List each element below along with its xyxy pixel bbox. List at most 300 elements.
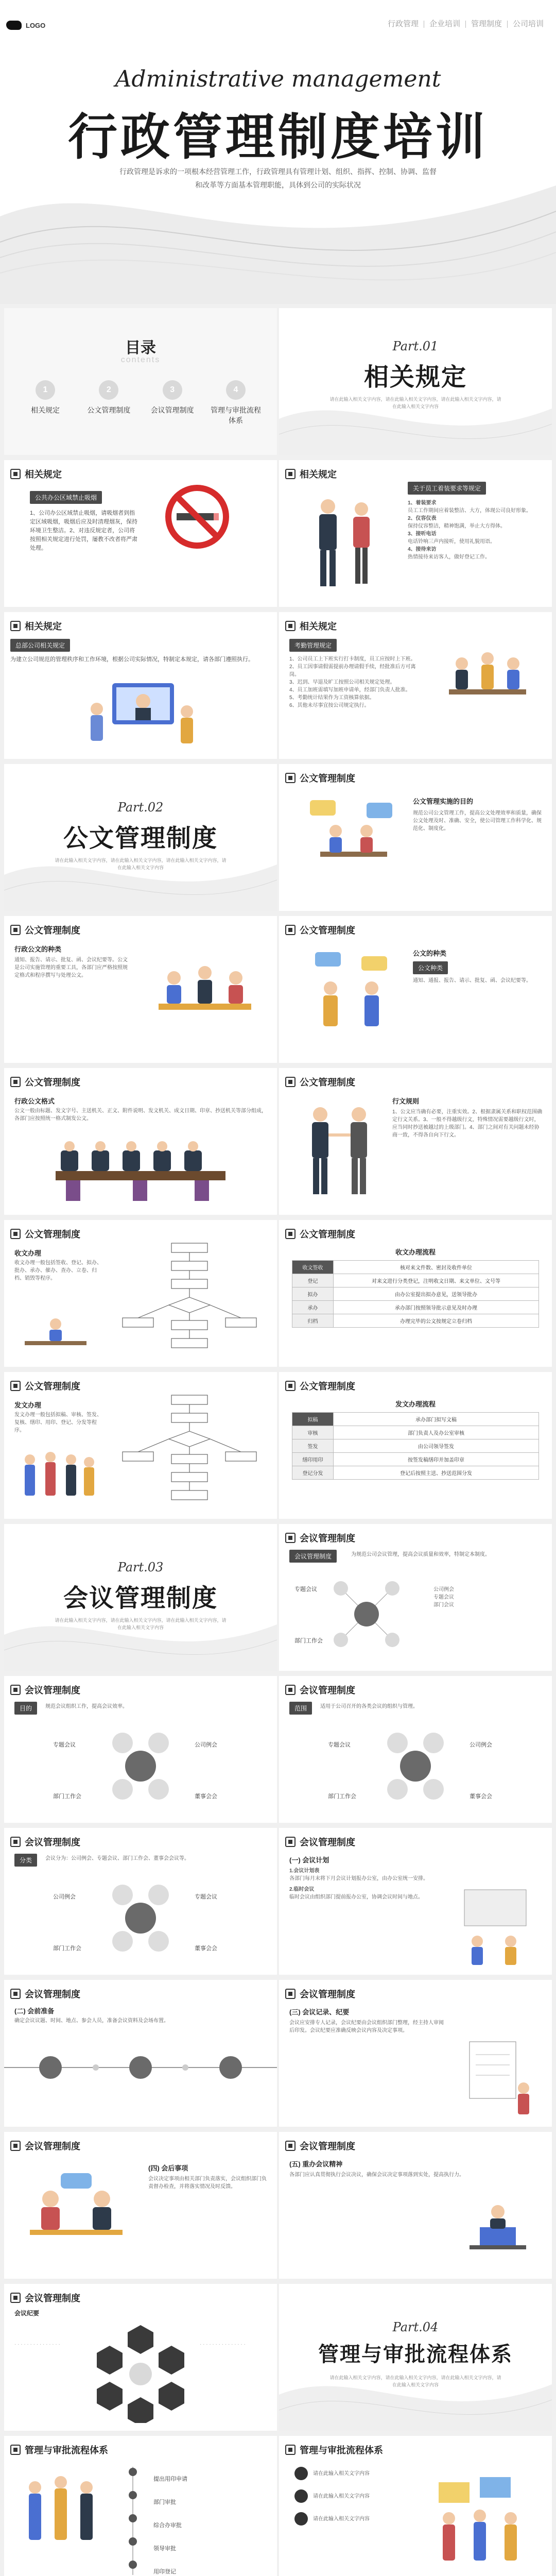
slide-meet-summary[interactable] <box>4 2284 277 2431</box>
table-key: 归档 <box>292 1314 334 1328</box>
office-work-illustration <box>300 795 403 888</box>
slide-title: 相关规定 <box>300 469 337 480</box>
content-text: 会议应安排专人记录，会议纪要由会议组织部门整理，经主持人审阅后印发。会议纪要应准确反映会议内容及决定事项。 <box>289 2020 444 2033</box>
rule-item: 保持仪容整洁，精神饱满，举止大方得体。 <box>408 523 506 529</box>
table-value: 承办部门拟写文稿 <box>334 1413 539 1426</box>
table-row <box>292 1301 539 1314</box>
content-item: 各部门每月末将下月会议计划报办公室，由办公室统一安排。 <box>289 1876 428 1882</box>
section-square-icon <box>285 1989 296 1999</box>
table-row <box>292 1439 539 1453</box>
handshake-illustration <box>294 1099 387 1202</box>
section-square-icon <box>10 621 21 631</box>
receive-process-table <box>292 1260 539 1328</box>
slide-title: 管理与审批流程体系 <box>25 2445 108 2455</box>
hub-label: 专题会议 <box>294 1586 317 1592</box>
slide-header <box>10 923 80 937</box>
slide-doc-format[interactable] <box>4 1068 277 1215</box>
teamwork-illustration <box>423 2472 542 2570</box>
segment-label: 专题会议 <box>195 1894 217 1900</box>
slide-rel-hq[interactable] <box>4 612 277 759</box>
content-item: 2.临时会议 <box>289 1887 315 1892</box>
slide-section-4[interactable] <box>279 2284 552 2431</box>
slide-header <box>10 1683 80 1697</box>
flow-item <box>294 2512 413 2526</box>
section-square-icon <box>10 1381 21 1391</box>
content-text: 1、公文应当确有必要，注重实效。2、根据隶属关系和职权范围确定行文关系。3、一般不得越级行文，特殊情况需要越级行文时，应当同时抄送被越过的上级部门。4、部门之间对有关问题未经协商一致，不得各自向下行文。 <box>392 1109 543 1138</box>
process-timeline <box>117 2462 148 2576</box>
business-people-illustration <box>305 491 387 594</box>
section-title: 相关规定 <box>363 364 467 391</box>
table-row <box>292 1413 539 1426</box>
section-title: 会议管理制度 <box>63 1585 218 1612</box>
slide-title: 公文管理制度 <box>300 925 355 936</box>
section-square-icon <box>10 2141 21 2151</box>
rule-list <box>408 499 536 561</box>
section-square-icon <box>10 1229 21 1239</box>
rule-tag: 公共办公区域禁止吸烟 <box>30 491 102 504</box>
content-heading: 行政公文的种类 <box>14 945 62 953</box>
slide-header <box>10 2139 80 2153</box>
rule-text: 为建立公司规范的管理秩序和工作环境，根据公司实际情况，特制定本规定，请各部门遵照执行。 <box>10 656 254 663</box>
slide-header <box>10 1075 80 1089</box>
item-text: 请在此输入相关文字内容 <box>313 2516 370 2522</box>
note-taking-illustration <box>454 2031 542 2119</box>
slide-header <box>285 1683 355 1697</box>
wave-decoration <box>279 2364 552 2431</box>
section-square-icon <box>285 2141 296 2151</box>
logo <box>6 21 45 30</box>
table-heading: 发文办理流程 <box>395 1400 436 1408</box>
section-square-icon <box>285 2445 296 2455</box>
section-part: Part.02 <box>117 800 164 815</box>
rule-item: 3、迟到、早退及旷工按照公司相关规定处理。 <box>289 680 395 685</box>
four-segment-diagram <box>94 1872 187 1964</box>
section-square-icon <box>285 773 296 783</box>
content-text: 确定会议议题、时间、地点、参会人员，准备会议资料及会场布置。 <box>14 2018 169 2024</box>
table-row <box>292 1426 539 1439</box>
slide-header <box>285 2139 355 2153</box>
toc-label: 管理与审批流程体系 <box>210 406 261 425</box>
toc-item[interactable] <box>147 380 198 426</box>
segment-label: 部门工作会 <box>53 1793 81 1800</box>
team-standing-illustration <box>14 2467 107 2575</box>
slide-title: 会议管理制度 <box>25 1989 80 1999</box>
flow-item <box>294 2467 413 2480</box>
slide-header <box>285 1987 355 2001</box>
segment-label: 部门工作会 <box>53 1945 81 1952</box>
table-key: 审核 <box>292 1426 334 1439</box>
segment-label: 专题会议 <box>328 1742 351 1748</box>
slide-meet-category[interactable] <box>4 1828 277 1975</box>
table-key: 拟办 <box>292 1287 334 1301</box>
rule-text: 1、公司办公区域禁止吸烟，请吸烟者到指定区域吸烟，吸烟后应及时清理烟灰，保持环境卫生整洁。2、对违反规定者，公司将按照相关规定进行处罚，屡教不改者将严肃处理。 <box>30 510 137 551</box>
slide-flow-list[interactable] <box>279 2436 552 2576</box>
table-key: 登记分发 <box>292 1466 334 1480</box>
timeline-diagram <box>4 2037 277 2098</box>
process-step: 领导审批 <box>153 2546 176 2552</box>
slide-title: 公文管理制度 <box>300 1077 355 1088</box>
slide-header <box>285 619 337 633</box>
section-square-icon <box>285 1685 296 1695</box>
slide-meet-prep[interactable] <box>4 1980 277 2127</box>
slide-title: 会议管理制度 <box>300 1989 355 1999</box>
content-text: 为规范公司会议管理，提高会议质量和效率，特制定本制度。 <box>351 1552 490 1557</box>
content-text: 规范公司公文管理工作，提高公文处理效率和质量，确保公文处理及时、准确、安全，使公司管理工作科学化、规范化、制度化。 <box>413 810 542 832</box>
slide-meet-overview[interactable] <box>279 1524 552 1671</box>
table-heading: 收文办理流程 <box>395 1248 436 1256</box>
toc-label: 公文管理制度 <box>87 406 131 414</box>
rule-list <box>289 655 423 709</box>
slide-doc-receive[interactable] <box>4 1220 277 1367</box>
nav-item[interactable]: 管理制度 <box>466 21 508 28</box>
section-square-icon <box>10 1837 21 1847</box>
hub-label: 部门工作会 <box>294 1638 323 1644</box>
section-desc: 请在此输入相关文字内容，请在此输入相关文字内容，请在此输入相关文字内容，请在此输入相关文字内容 <box>329 397 501 409</box>
four-segment-diagram <box>94 1720 187 1812</box>
table-value: 部门负责人及办公室审核 <box>334 1426 539 1439</box>
content-list <box>289 1867 444 1901</box>
wave-decoration <box>279 388 552 455</box>
meeting-hub-diagram <box>320 1570 413 1658</box>
four-segment-diagram <box>369 1720 462 1812</box>
nav-item[interactable]: 企业培训 <box>424 21 466 28</box>
slide-header <box>10 1379 80 1393</box>
toc-list <box>20 380 262 426</box>
meeting-type: 部门会议 <box>433 1602 454 1608</box>
cover-title: 行政管理制度培训 <box>68 110 488 165</box>
receive-flowchart <box>112 1241 267 1362</box>
table-row <box>292 1274 539 1287</box>
section-square-icon <box>10 2293 21 2303</box>
rule-item: 4、接待来访 <box>408 547 437 552</box>
meeting-type: 专题会议 <box>433 1595 454 1600</box>
slide-meet-plan[interactable] <box>279 1828 552 1975</box>
slide-title: 会议管理制度 <box>300 1837 355 1848</box>
content-heading: 行政公文格式 <box>14 1097 55 1105</box>
rule-item: 员工工作期间应着装整洁、大方，体现公司良好形象。 <box>408 508 531 514</box>
slide-section-3[interactable] <box>4 1524 277 1671</box>
slide-title: 会议管理制度 <box>25 1837 80 1848</box>
table-key: 承办 <box>292 1301 334 1314</box>
content-heading: (三) 会议记录、纪要 <box>289 2008 350 2016</box>
process-steps <box>153 2468 187 2576</box>
rule-item: 6、其他未尽事宜按公司规定执行。 <box>289 703 370 708</box>
slide-title: 公文管理制度 <box>25 925 80 936</box>
slide-header <box>10 467 62 481</box>
segment-label: 公司例会 <box>195 1742 217 1748</box>
placeholder-text: · · · · · · · · · · · · · · · <box>14 2342 60 2347</box>
section-square-icon <box>10 1077 21 1087</box>
slide-title: 公文管理制度 <box>25 1077 80 1088</box>
slide-title: 公文管理制度 <box>300 1381 355 1392</box>
content-text: 收文办理一般包括签收、登记、拟办、批办、承办、催办、查办、立卷、归档、销毁等程序。 <box>14 1260 102 1281</box>
section-part: Part.01 <box>392 339 439 353</box>
cover-subtitle: 行政管理是诉求的一项根本经营管理工作，行政管理具有管理计划、组织、指挥、控制、协调、监督和改革等方面基本管理职能，具体到公司的实际状况 <box>119 167 437 189</box>
section-square-icon <box>285 1533 296 1543</box>
section-part: Part.04 <box>392 2320 439 2334</box>
section-square-icon <box>285 1837 296 1847</box>
slide-title: 会议管理制度 <box>300 1533 355 1544</box>
conversation-illustration <box>20 2163 133 2266</box>
slide-doc-rules[interactable] <box>279 1068 552 1215</box>
slide-title: 会议管理制度 <box>25 1685 80 1696</box>
table-key: 缮印用印 <box>292 1453 334 1466</box>
rule-item: 5、考勤统计结果作为工资核算依据。 <box>289 695 375 701</box>
section-square-icon <box>285 621 296 631</box>
content-tag: 范围 <box>289 1702 312 1715</box>
slide-title: 会议管理制度 <box>25 2293 80 2303</box>
team-group-illustration <box>14 1449 102 1514</box>
send-flowchart <box>112 1393 267 1514</box>
content-text: 各部门应认真贯彻执行会议决议，确保会议决定事项落到实处，提高执行力。 <box>289 2172 464 2178</box>
content-text: 会议分为：公司例会、专题会议、部门工作会、董事会会议等。 <box>45 1856 189 1861</box>
table-row <box>292 1466 539 1480</box>
rule-item: 1、着装要求 <box>408 500 437 506</box>
toc-item[interactable] <box>20 380 71 426</box>
slide-doc-send-table[interactable] <box>279 1372 552 1519</box>
table-value: 核对来文件数、密封及收件单位 <box>334 1261 539 1274</box>
segment-label: 董事会会 <box>195 1945 217 1952</box>
content-tag: 分类 <box>14 1854 37 1867</box>
table-value: 对来文进行分类登记，注明收文日期、来文单位、文号等 <box>334 1274 539 1287</box>
meeting-type: 公司例会 <box>433 1587 454 1592</box>
rule-item: 1、公司员工上下班实行打卡制度，员工应按时上下班。 <box>289 656 416 662</box>
slide-doc-receive-table[interactable] <box>279 1220 552 1367</box>
content-heading: 公文的种类 <box>413 950 447 957</box>
slide-meet-minutes[interactable] <box>279 1980 552 2127</box>
slide-title: 公文管理制度 <box>300 1229 355 1240</box>
meeting-table-illustration <box>35 1140 246 1207</box>
table-value: 由公司领导签发 <box>334 1439 539 1453</box>
slide-doc-send[interactable] <box>4 1372 277 1519</box>
table-value: 按签发稿缮印并加盖印章 <box>334 1453 539 1466</box>
slide-meet-after[interactable] <box>4 2132 277 2279</box>
slide-header <box>285 1379 355 1393</box>
slide-meet-purpose[interactable] <box>4 1676 277 1823</box>
section-square-icon <box>285 469 296 479</box>
item-bullet-icon <box>294 2467 308 2480</box>
slide-header <box>285 1835 355 1849</box>
content-item: 1.会议计划表 <box>289 1868 320 1874</box>
rule-item: 3、接听电话 <box>408 531 437 537</box>
toc-number: 1 <box>36 380 55 400</box>
table-row <box>292 1314 539 1328</box>
table-value: 登记后按照主送、抄送范围分发 <box>334 1466 539 1480</box>
process-step: 部门审批 <box>153 2499 176 2505</box>
content-tag: 会议管理制度 <box>289 1550 337 1563</box>
laptop-worker-illustration <box>449 2199 542 2271</box>
content-tag: 公文种类 <box>413 961 448 974</box>
content-heading: 会议纪要 <box>14 2310 40 2317</box>
section-part: Part.03 <box>117 1560 164 1574</box>
toc-title: 目录 <box>125 340 156 357</box>
slide-section-2[interactable] <box>4 764 277 911</box>
slide-title: 公文管理制度 <box>300 773 355 784</box>
segment-label: 公司例会 <box>53 1894 76 1900</box>
slide-title: 相关规定 <box>25 469 62 480</box>
section-square-icon <box>285 1381 296 1391</box>
slide-doc-purpose[interactable] <box>279 764 552 911</box>
table-key: 收文签收 <box>292 1261 334 1274</box>
section-square-icon <box>10 2445 21 2455</box>
section-square-icon <box>10 1685 21 1695</box>
content-text: 通知、报告、请示、批复、函、会议纪要等。公文是公司实施管理的重要工具，各部门应严格按照规定格式和程序撰写与处理公文。 <box>14 957 128 978</box>
slide-flow-seal[interactable] <box>4 2436 277 2576</box>
content-heading: 发文办理 <box>14 1401 42 1409</box>
section-desc: 请在此输入相关文字内容，请在此输入相关文字内容，请在此输入相关文字内容，请在此输入相关文字内容 <box>55 858 227 870</box>
section-square-icon <box>10 469 21 479</box>
slide-header <box>10 1227 80 1241</box>
slide-header <box>285 2443 383 2456</box>
logo-mark-icon <box>6 21 22 30</box>
toc-item[interactable] <box>210 380 262 426</box>
no-smoking-icon <box>164 483 231 550</box>
toc-number: 2 <box>99 380 118 400</box>
section-square-icon <box>285 1229 296 1239</box>
slide-toc[interactable] <box>4 308 277 455</box>
rule-tag: 关于员工着装要求等规定 <box>408 482 486 495</box>
cover-slide <box>0 0 556 304</box>
slide-rel-dress[interactable] <box>279 460 552 607</box>
slide-header <box>10 619 62 633</box>
section-square-icon <box>285 925 296 935</box>
segment-label: 公司例会 <box>470 1742 492 1748</box>
slide-header <box>285 1531 355 1545</box>
logo-text: LOGO <box>26 21 46 29</box>
rule-item: 电话铃响三声内接听，使用礼貌用语。 <box>408 539 495 545</box>
section-title: 管理与审批流程体系 <box>318 2343 513 2366</box>
placeholder-text: · · · · · · · · · · · · · · · <box>200 2342 246 2347</box>
slide-rel-smoking[interactable] <box>4 460 277 607</box>
content-text: 规范会议组织工作，提高会议效率。 <box>45 1704 128 1709</box>
item-bullet-icon <box>294 2489 308 2503</box>
content-heading: 收文办理 <box>14 1249 42 1257</box>
toc-subtitle: contents <box>120 355 161 364</box>
toc-label: 会议管理制度 <box>150 406 194 414</box>
content-text: 通知、通报、报告、请示、批复、函、会议纪要等。 <box>413 978 531 984</box>
table-row <box>292 1453 539 1466</box>
flow-item <box>294 2489 413 2503</box>
slide-title: 管理与审批流程体系 <box>300 2445 383 2455</box>
section-desc: 请在此输入相关文字内容，请在此输入相关文字内容，请在此输入相关文字内容，请在此输入相关文字内容 <box>55 1618 227 1630</box>
item-text: 请在此输入相关文字内容 <box>313 2493 370 2499</box>
content-heading: (一) 会议计划 <box>289 1856 329 1864</box>
slide-header <box>10 1987 80 2001</box>
slide-doc-kinds[interactable] <box>279 916 552 1063</box>
content-text: 发文办理一般包括拟稿、审核、签发、复核、缮印、用印、登记、分发等程序。 <box>14 1412 102 1433</box>
desk-work-illustration <box>14 1313 97 1359</box>
slide-header <box>285 1227 355 1241</box>
team-discussion-illustration <box>433 643 542 725</box>
slide-section-1[interactable] <box>279 308 552 455</box>
segment-label: 部门工作会 <box>328 1793 356 1800</box>
slide-title: 会议管理制度 <box>25 2141 80 2151</box>
slide-header <box>285 1075 355 1089</box>
content-tag: 目的 <box>14 1702 37 1715</box>
chat-illustration <box>300 947 403 1040</box>
table-value: 承办部门按照领导批示意见及时办理 <box>334 1301 539 1314</box>
team-table-illustration <box>138 947 267 1040</box>
content-text: 公文一般由标题、发文字号、主送机关、正文、附件说明、发文机关、成文日期、印章、抄送机关等部分组成，各部门应按照统一格式制发公文。 <box>14 1108 267 1122</box>
segment-label: 专题会议 <box>53 1742 76 1748</box>
toc-number: 3 <box>163 380 182 400</box>
slide-meet-spirit[interactable] <box>279 2132 552 2279</box>
slide-doc-types[interactable] <box>4 916 277 1063</box>
slide-rel-attendance[interactable] <box>279 612 552 759</box>
rule-item: 2、员工因事请假需提前办理请假手续，经批准后方可离岗。 <box>289 664 416 677</box>
slide-header <box>10 2443 108 2456</box>
table-key: 拟稿 <box>292 1413 334 1426</box>
slide-title: 公文管理制度 <box>25 1381 80 1392</box>
slide-header <box>285 467 337 481</box>
rule-tag: 总部公司相关规定 <box>10 639 70 652</box>
toc-label: 相关规定 <box>31 406 60 414</box>
table-key: 登记 <box>292 1274 334 1287</box>
segment-label: 董事会会 <box>470 1793 492 1800</box>
slide-title: 相关规定 <box>25 621 62 632</box>
content-text: 适用于公司召开的各类会议的组织与管理。 <box>320 1704 418 1709</box>
slide-meet-scope[interactable] <box>279 1676 552 1823</box>
hexagon-diagram <box>86 2320 195 2423</box>
top-nav <box>383 21 549 28</box>
rule-item: 热情接待来访客人，做好登记工作。 <box>408 554 490 560</box>
slide-header <box>285 771 355 785</box>
slide-title: 相关规定 <box>300 621 337 632</box>
segment-label: 董事会会 <box>195 1793 217 1800</box>
slide-title: 会议管理制度 <box>300 2141 355 2151</box>
slide-title: 会议管理制度 <box>300 1685 355 1696</box>
table-row <box>292 1261 539 1274</box>
content-heading: 公文管理实施的目的 <box>413 798 474 805</box>
send-process-table <box>292 1412 539 1480</box>
content-text: 会议决定事项由相关部门负责落实，会议组织部门负责督办检查，并将落实情况及时反馈。 <box>148 2176 267 2190</box>
slide-header <box>285 923 355 937</box>
section-square-icon <box>10 1989 21 1999</box>
content-heading: (二) 会前准备 <box>14 2007 55 2015</box>
content-heading: (五) 重办会议精神 <box>289 2160 343 2168</box>
table-row <box>292 1287 539 1301</box>
nav-item[interactable]: 行政管理 <box>383 21 424 28</box>
nav-item[interactable]: 公司培训 <box>512 20 544 28</box>
section-square-icon <box>285 1077 296 1087</box>
cover-script-title: Administrative management <box>115 66 441 92</box>
rule-item: 4、员工加班需填写加班申请单，经部门负责人批准。 <box>289 687 411 693</box>
item-text: 请在此输入相关文字内容 <box>313 2470 370 2477</box>
rule-item: 2、仪容仪表 <box>408 516 437 521</box>
process-step: 用印登记 <box>153 2569 176 2575</box>
toc-item[interactable] <box>83 380 134 426</box>
meeting-type-list <box>433 1586 454 1609</box>
content-heading: (四) 会后事项 <box>148 2164 188 2172</box>
table-value: 由办公室提出拟办意见，送领导批办 <box>334 1287 539 1301</box>
slide-header <box>10 2291 80 2304</box>
toc-number: 4 <box>226 380 246 400</box>
table-value: 办理完毕的公文按规定立卷归档 <box>334 1314 539 1328</box>
process-step: 综合办审批 <box>153 2522 182 2529</box>
content-heading: 行文规则 <box>392 1097 420 1105</box>
content-item: 临时会议由组织部门提前报办公室，协调会议时间与地点。 <box>289 1894 423 1900</box>
flow-item-list <box>294 2467 413 2526</box>
presentation-illustration <box>454 1885 542 1967</box>
rule-tag: 考勤管理规定 <box>289 639 337 652</box>
section-square-icon <box>10 925 21 935</box>
wave-decoration <box>4 844 277 911</box>
section-title: 公文管理制度 <box>63 825 218 852</box>
item-bullet-icon <box>294 2512 308 2526</box>
slide-title: 公文管理制度 <box>25 1229 80 1240</box>
slide-header <box>10 1835 80 1849</box>
table-key: 签发 <box>292 1439 334 1453</box>
